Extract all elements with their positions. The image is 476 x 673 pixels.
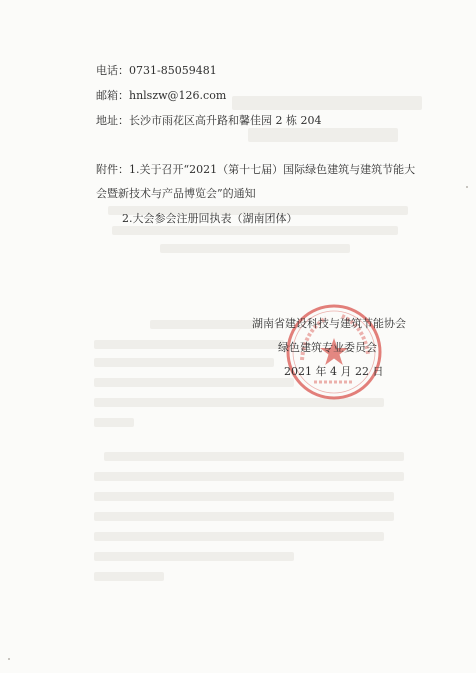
scan-speck: [8, 658, 10, 660]
attachment-item-1-line2: 会暨新技术与产品博览会”的通知: [96, 187, 256, 200]
attachment-item-2: 2.大会参会注册回执表（湖南团体）: [122, 212, 298, 225]
address-line: 地址：长沙市雨花区高升路和馨佳园 2 栋 204: [96, 114, 322, 127]
attachment-item-1-line1: 附件：1.关于召开“2021（第十七届）国际绿色建筑与建筑节能大: [96, 163, 416, 176]
issuing-committee-name: 绿色建筑专业委员会: [278, 341, 377, 354]
phone-line: 电话：0731-85059481: [96, 64, 217, 77]
scan-speck: [466, 186, 468, 188]
issue-date: 2021 年 4 月 22 日: [284, 365, 384, 378]
email-line: 邮箱：hnlszw@126.com: [96, 89, 227, 102]
issuing-organization-name: 湖南省建设科技与建筑节能协会: [252, 317, 406, 330]
